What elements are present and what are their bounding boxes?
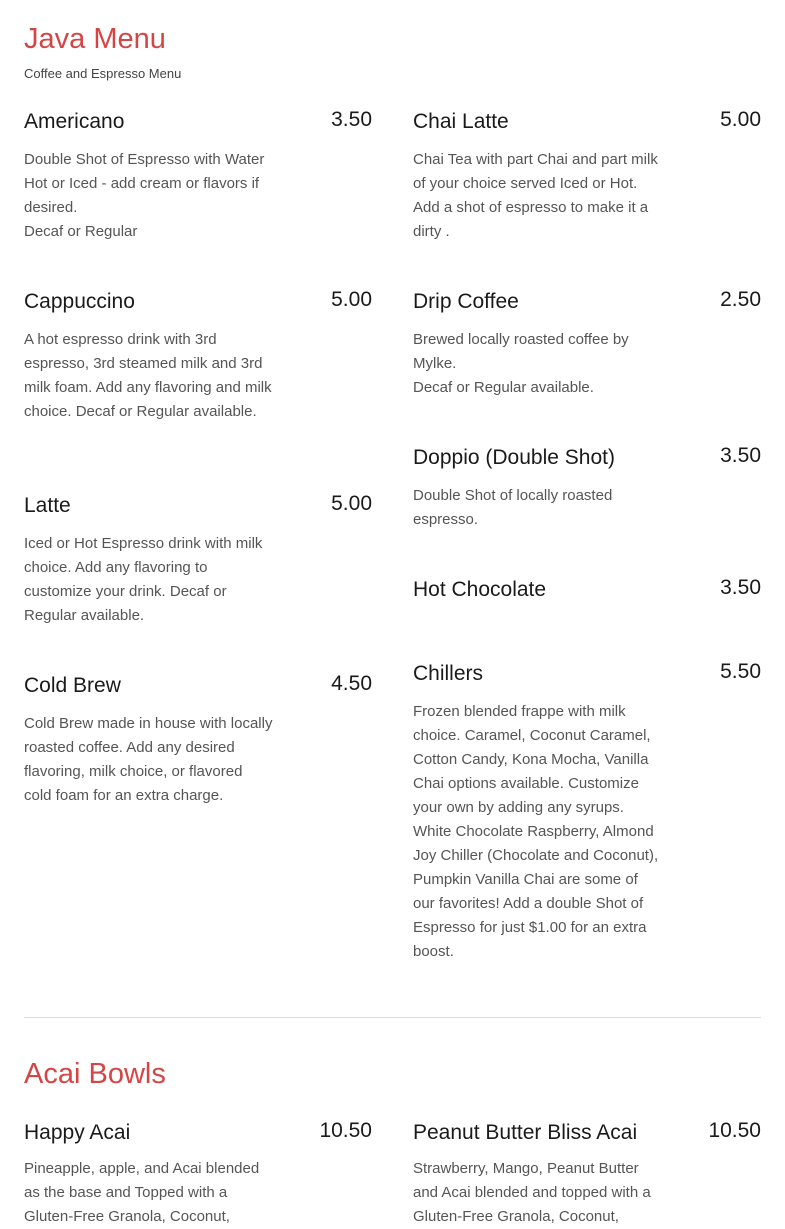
item-price: 5.00 — [331, 492, 372, 515]
item-description-line: Strawberry, Mango, Peanut Butter and Acai blended and topped with a Gluten-Free Granola, Coconut, — [413, 1160, 651, 1225]
item-description-line: Double Shot of Espresso with Water Hot or Iced - add cream or flavors if desired. — [24, 151, 265, 216]
item-description — [24, 328, 274, 424]
item-description-line: Chai Tea with part Chai and part milk of your choice served Iced or Hot. Add a shot of espresso to make it a dirty . — [413, 151, 658, 240]
item-price: 3.50 — [720, 576, 761, 599]
item-price: 10.50 — [708, 1119, 761, 1142]
item-description-line: Cold Brew made in house with locally roasted coffee. Add any desired flavoring, milk choice, or flavored cold foam for an extra charge. — [24, 715, 273, 804]
menu-item-drip-coffee — [413, 288, 761, 400]
menu-item-cold-brew — [24, 672, 372, 808]
item-price: 3.50 — [720, 444, 761, 467]
item-description — [413, 700, 663, 964]
menu-item-chillers — [413, 660, 761, 964]
menu-item-chai-latte — [413, 108, 761, 244]
item-name: Americano — [24, 110, 125, 133]
acai-bowls-title: Acai Bowls — [24, 1058, 166, 1090]
item-price: 5.50 — [720, 660, 761, 683]
menu-item-peanut-butter-bliss-acai — [413, 1119, 761, 1229]
item-name: Cold Brew — [24, 674, 121, 697]
item-description-line: Frozen blended frappe with milk choice. Caramel, Coconut Caramel, Cotton Candy, Kona Mocha, Vanilla Chai options available. Customize your own by adding any syrups. White Chocolate Raspberry, Almond Joy Chiller (Chocolate and Coconut), Pumpkin Vanilla Chai are some of our favorites! Add a double Shot of Espresso for just $1.00 for an extra boost. — [413, 703, 659, 960]
item-name: Chillers — [413, 662, 484, 685]
menu-item-doppio — [413, 444, 761, 532]
item-description-line: Double Shot of locally roasted espresso. — [413, 487, 613, 528]
menu-item-hot-chocolate — [413, 576, 761, 606]
item-description-line: Brewed locally roasted coffee by Mylke. — [413, 331, 629, 372]
java-menu-subtitle: Coffee and Espresso Menu — [24, 66, 182, 81]
item-description-line: Decaf or Regular — [24, 223, 138, 240]
item-price: 3.50 — [331, 108, 372, 131]
item-description — [24, 148, 274, 244]
item-description — [413, 484, 663, 532]
item-price: 4.50 — [331, 672, 372, 695]
item-price: 10.50 — [319, 1119, 372, 1142]
menu-item-cappuccino — [24, 288, 372, 424]
item-price: 5.00 — [331, 288, 372, 311]
item-name: Drip Coffee — [413, 290, 519, 313]
item-description-line: A hot espresso drink with 3rd espresso, 3rd steamed milk and 3rd milk foam. Add any flavoring and milk choice. Decaf or Regular available. — [24, 331, 272, 420]
menu-item-latte — [24, 492, 372, 628]
item-name: Latte — [24, 494, 71, 517]
item-description — [413, 328, 663, 400]
item-price: 5.00 — [720, 108, 761, 131]
item-description — [24, 532, 274, 628]
item-description — [413, 1157, 663, 1229]
item-price: 2.50 — [720, 288, 761, 311]
item-description-line: Pineapple, apple, and Acai blended as the base and Topped with a Gluten-Free Granola, Coconut, — [24, 1160, 260, 1225]
item-name: Doppio (Double Shot) — [413, 446, 615, 469]
java-menu-title: Java Menu — [24, 23, 166, 55]
item-name: Peanut Butter Bliss Acai — [413, 1121, 638, 1144]
item-name: Hot Chocolate — [413, 578, 547, 601]
item-name: Cappuccino — [24, 290, 135, 313]
item-name: Chai Latte — [413, 110, 509, 133]
item-description — [413, 148, 663, 244]
item-description — [24, 1157, 274, 1229]
menu-item-happy-acai — [24, 1119, 372, 1229]
item-name: Happy Acai — [24, 1121, 131, 1144]
item-description-line: Decaf or Regular available. — [413, 379, 594, 396]
section-divider — [24, 1017, 761, 1018]
item-description-line: Iced or Hot Espresso drink with milk choice. Add any flavoring to customize your drink. Decaf or Regular available. — [24, 535, 263, 624]
menu-item-americano — [24, 108, 372, 244]
item-description — [24, 712, 274, 808]
